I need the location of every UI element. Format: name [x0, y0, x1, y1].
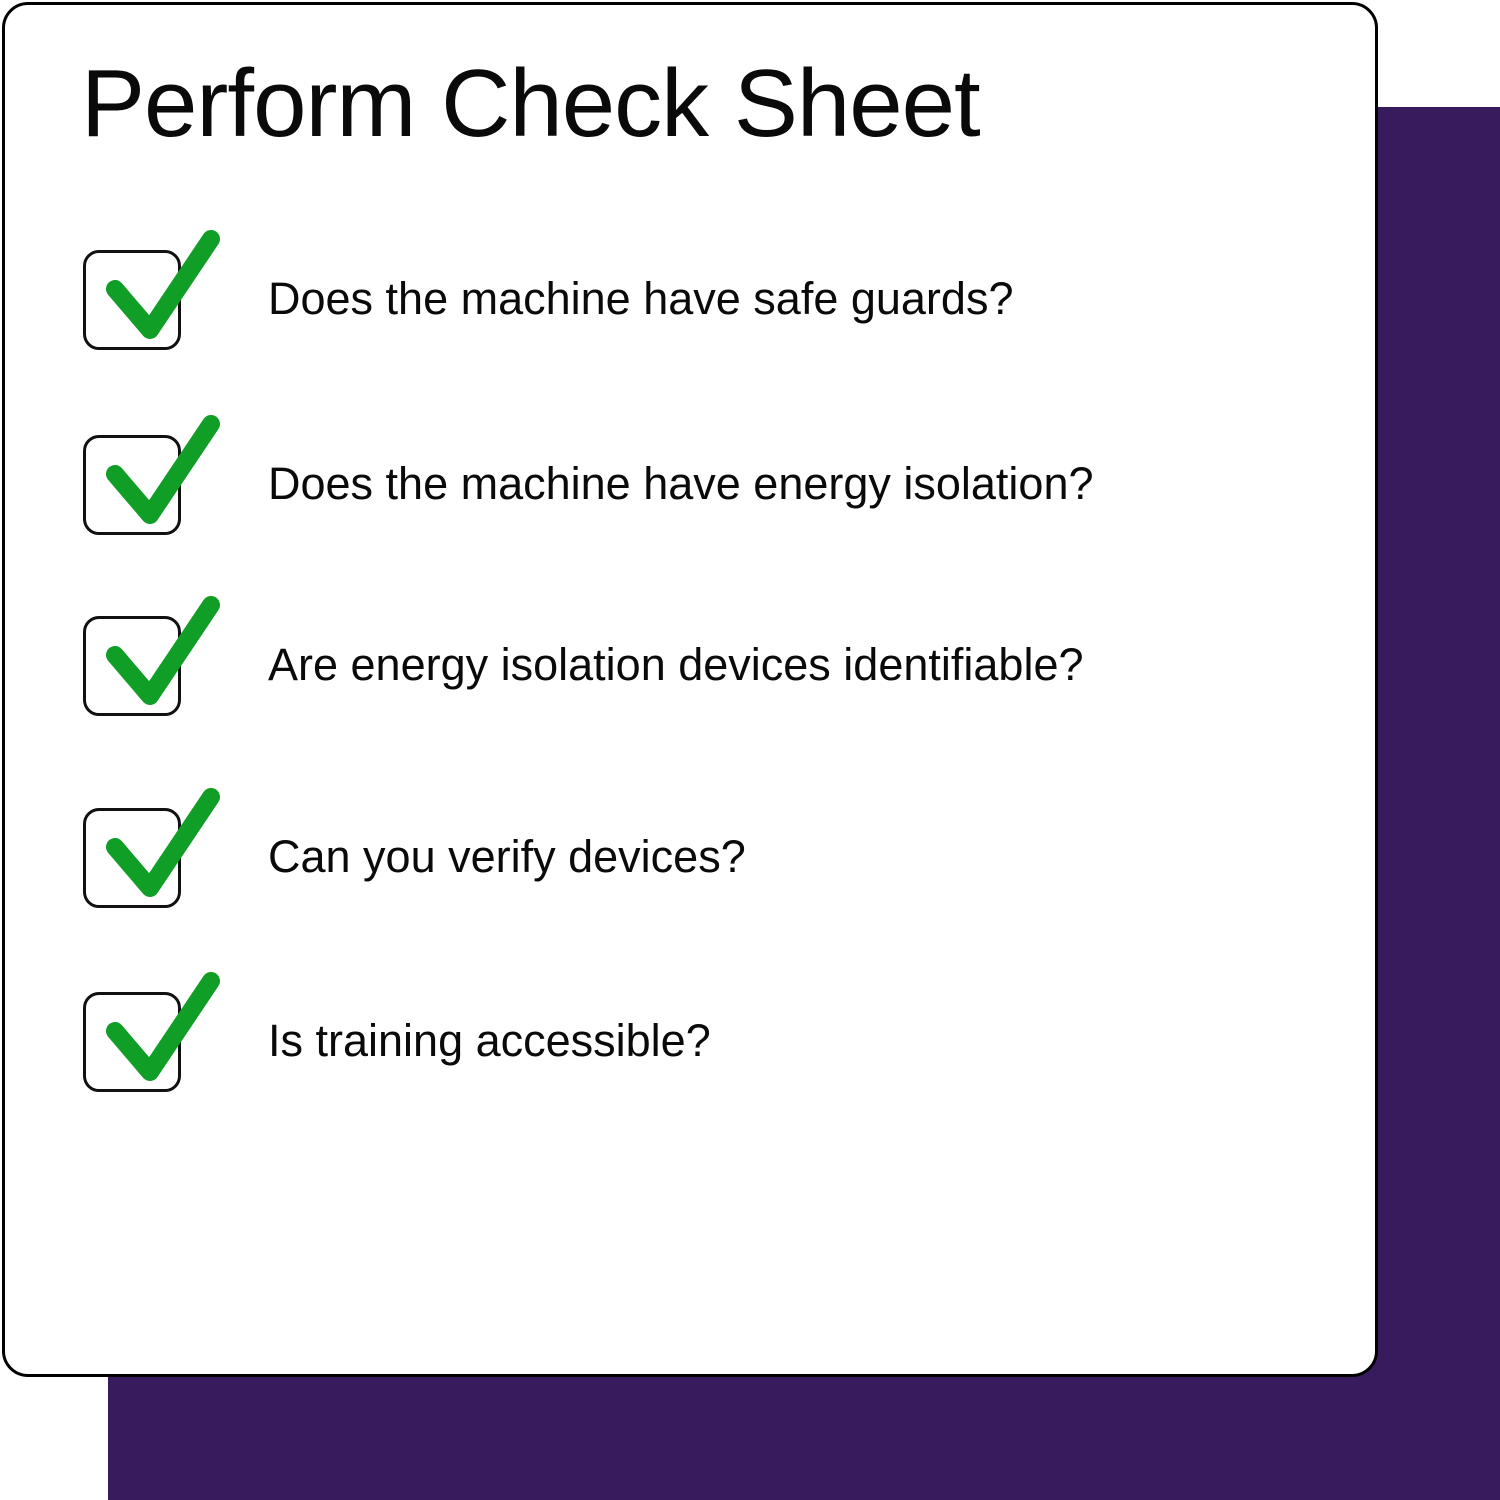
checkbox[interactable] [83, 250, 181, 350]
checkmark-icon [86, 411, 226, 544]
checklist-item [83, 250, 1013, 350]
checkmark-icon [86, 226, 226, 359]
checkmark-icon [86, 592, 226, 725]
checklist-item-label: Are energy isolation devices identifiable? [268, 638, 1084, 690]
checkmark-icon [86, 968, 226, 1101]
checkbox[interactable] [83, 616, 181, 716]
check-sheet-card [2, 2, 1378, 1377]
checklist-item [83, 992, 711, 1092]
checkbox[interactable] [83, 435, 181, 535]
checklist-item [83, 616, 1084, 716]
checkmark-icon [86, 784, 226, 917]
checklist-item-label: Does the machine have safe guards? [268, 272, 1014, 324]
checklist-item [83, 435, 1094, 535]
checkbox[interactable] [83, 992, 181, 1092]
page-title: Perform Check Sheet [81, 50, 980, 157]
checklist-item [83, 808, 746, 908]
checkbox[interactable] [83, 808, 181, 908]
checklist-item-label: Can you verify devices? [268, 830, 746, 882]
checklist-item-label: Is training accessible? [268, 1014, 711, 1066]
checklist-item-label: Does the machine have energy isolation? [268, 457, 1094, 509]
